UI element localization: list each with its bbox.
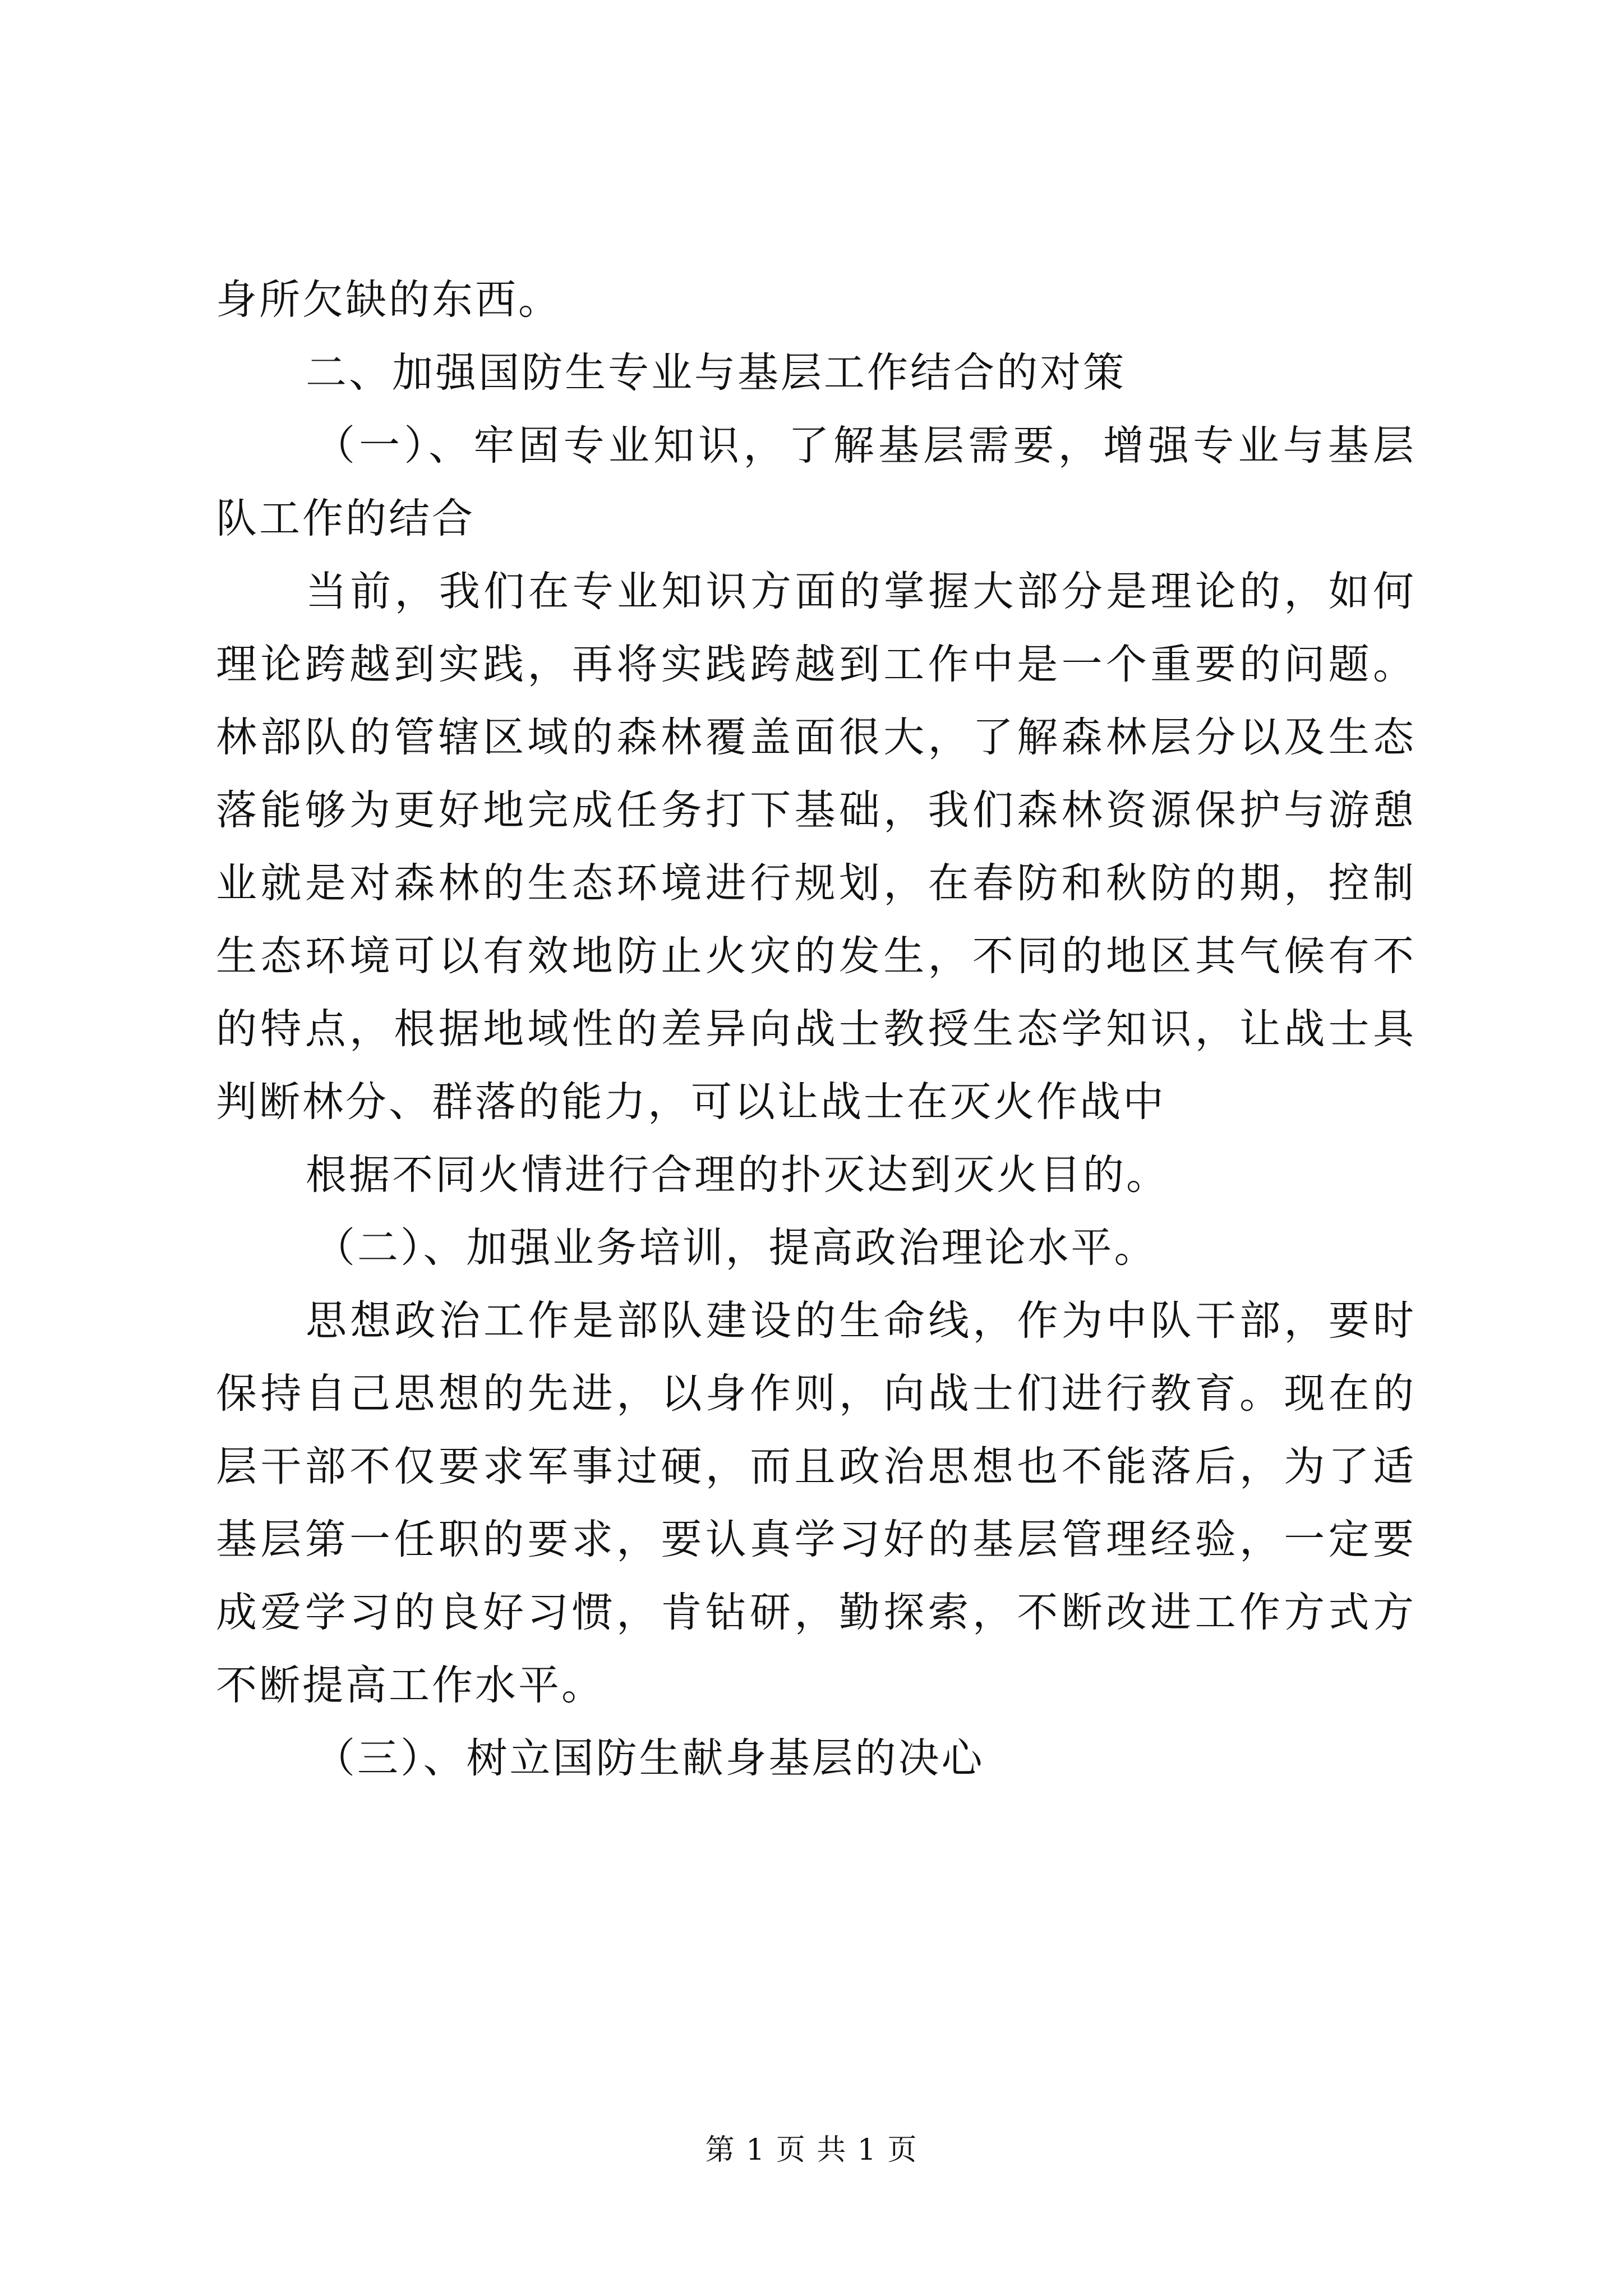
paragraph-line: 生态环境可以有效地防止火灾的发生，不同的地区其气候有不	[216, 932, 1416, 980]
paragraph-line: 理论跨越到实践，再将实践跨越到工作中是一个重要的问题。	[216, 641, 1416, 688]
subsection-heading: （一）、牢固专业知识，了解基层需要，增强专业与基层	[314, 422, 1416, 470]
paragraph-line: 不断提高工作水平。	[216, 1662, 605, 1709]
paragraph-line: 当前，我们在专业知识方面的掌握大部分是理论的，如何	[306, 568, 1416, 615]
page-footer	[0, 2126, 1623, 2168]
paragraph-line: 林部队的管辖区域的森林覆盖面很大，了解森林层分以及生态	[216, 714, 1416, 761]
paragraph-line: 落能够为更好地完成任务打下基础，我们森林资源保护与游憩	[216, 786, 1416, 834]
subsection-heading: （二）、加强业务培训，提高政治理论水平。	[314, 1224, 1158, 1272]
page-number-label: 第 1 页 共 1 页	[705, 2133, 918, 2167]
paragraph-line: 思想政治工作是部队建设的生命线，作为中队干部，要时	[306, 1297, 1416, 1345]
document-body	[216, 264, 1416, 1795]
section-heading: 二、加强国防生专业与基层工作结合的对策	[306, 349, 1126, 397]
paragraph-line: 层干部不仅要求军事过硬，而且政治思想也不能落后，为了适	[216, 1443, 1416, 1490]
paragraph-line: 根据不同火情进行合理的扑灭达到灭火目的。	[306, 1151, 1169, 1199]
paragraph-line: 判断林分、群落的能力，可以让战士在灭火作战中	[216, 1078, 1166, 1126]
subsection-heading-continued: 队工作的结合	[216, 495, 475, 542]
paragraph-line: 保持自己思想的先进，以身作则，向战士们进行教育。现在的	[216, 1370, 1416, 1418]
paragraph-line: 的特点，根据地域性的差异向战士教授生态学知识，让战士具	[216, 1005, 1416, 1053]
paragraph-line: 成爱学习的良好习惯，肯钻研，勤探索，不断改进工作方式方	[216, 1589, 1416, 1636]
text-line: 身所欠缺的东西。	[216, 276, 561, 324]
paragraph-line: 业就是对森林的生态环境进行规划，在春防和秋防的期，控制	[216, 859, 1416, 907]
subsection-heading: （三）、树立国防生献身基层的决心	[314, 1734, 985, 1782]
paragraph-line: 基层第一任职的要求，要认真学习好的基层管理经验，一定要	[216, 1516, 1416, 1563]
